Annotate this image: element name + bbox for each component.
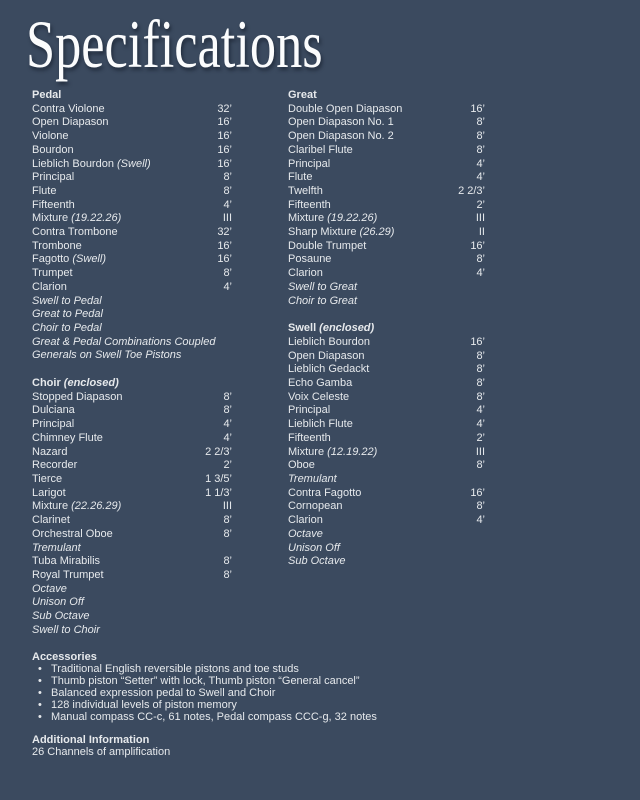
coupler-row	[32, 583, 232, 597]
stop-name: Clarion	[288, 267, 323, 280]
stop-row	[32, 500, 232, 514]
stop-pitch: 8’	[476, 143, 485, 156]
stop-name: Oboe	[288, 459, 315, 472]
stop-pitch: 4’	[476, 418, 485, 431]
stop-row	[32, 281, 232, 295]
stop-name: Contra Fagotto	[288, 486, 362, 499]
coupler-row	[288, 542, 485, 556]
stop-name: Nazard	[32, 445, 68, 458]
stop-pitch: 8’	[476, 349, 485, 362]
stop-row	[288, 185, 485, 199]
stop-name: Voix Celeste	[288, 390, 350, 403]
stop-row	[288, 404, 485, 418]
stop-row	[32, 514, 232, 528]
stop-row	[288, 391, 485, 405]
page-title: Specifications	[26, 6, 323, 82]
stop-name: Open Diapason No. 2	[288, 130, 394, 143]
stop-name: Echo Gamba	[288, 377, 353, 390]
stop-row	[288, 116, 485, 130]
stop-name: Bourdon	[32, 143, 74, 156]
stop-name: Fifteenth	[32, 198, 75, 211]
stop-name: Recorder	[32, 459, 78, 472]
stop-pitch: 4’	[476, 157, 485, 170]
division-swell	[288, 322, 485, 569]
stop-name: Great to Pedal	[32, 308, 103, 321]
coupler-row	[288, 295, 485, 309]
stop-row	[32, 116, 232, 130]
stop-row	[288, 130, 485, 144]
stop-pitch: 8’	[223, 555, 232, 568]
stop-pitch: III	[475, 212, 485, 225]
stop-pitch: 8’	[476, 459, 485, 472]
stop-row	[32, 253, 232, 267]
stop-pitch: 4’	[476, 404, 485, 417]
stop-name: Tremulant	[288, 472, 337, 485]
coupler-row	[32, 610, 232, 624]
stop-name: Lieblich Bourdon	[288, 335, 370, 348]
stop-row	[288, 459, 485, 473]
stop-row	[32, 130, 232, 144]
stop-pitch: 1 1/3’	[205, 486, 232, 499]
stop-row	[288, 500, 485, 514]
stop-pitch: III	[475, 445, 485, 458]
division-heading	[288, 89, 485, 103]
coupler-row	[32, 349, 232, 363]
stop-row	[32, 103, 232, 117]
stop-name: Unison Off	[32, 596, 84, 609]
stop-pitch: 16’	[470, 335, 485, 348]
stop-pitch: 8’	[223, 171, 232, 184]
stop-name: Cornopean	[288, 500, 343, 513]
stop-pitch: 8’	[223, 184, 232, 197]
stop-name: Double Trumpet	[288, 239, 367, 252]
stop-pitch: 16’	[470, 486, 485, 499]
stop-pitch: 4’	[223, 198, 232, 211]
stop-pitch: 8’	[476, 390, 485, 403]
stop-pitch: 1 3/5’	[205, 472, 232, 485]
accessory-item: • Balanced expression pedal to Swell and Choir	[32, 687, 607, 699]
stop-name: Tremulant	[32, 541, 81, 554]
stop-pitch: 2’	[223, 459, 232, 472]
stop-name: Principal	[32, 418, 75, 431]
stop-note: (26.29)	[356, 226, 395, 239]
stop-note: (12.19.22)	[324, 445, 378, 458]
stop-row	[288, 363, 485, 377]
stop-row	[288, 171, 485, 185]
division-name: Pedal	[32, 89, 62, 101]
stop-pitch: 32’	[217, 226, 232, 239]
stop-pitch: 16’	[470, 239, 485, 252]
stop-pitch: 16’	[217, 143, 232, 156]
stop-row	[32, 267, 232, 281]
coupler-row	[288, 528, 485, 542]
stop-name: Lieblich Gedackt	[288, 363, 370, 376]
stop-name: Fagotto (Swell)	[32, 253, 106, 266]
stop-pitch: 8’	[476, 130, 485, 143]
stop-name: Larigot	[32, 486, 66, 499]
stop-pitch: 4’	[476, 514, 485, 527]
coupler-row	[32, 542, 232, 556]
stop-pitch: 8’	[476, 377, 485, 390]
division-heading	[32, 377, 232, 391]
stop-pitch: 16’	[470, 102, 485, 115]
stop-row	[288, 103, 485, 117]
stop-row	[32, 212, 232, 226]
stop-name: Fifteenth	[288, 431, 331, 444]
coupler-row	[32, 295, 232, 309]
stop-name: Swell to Great	[288, 280, 358, 293]
stop-pitch: 8’	[223, 527, 232, 540]
stop-row	[32, 446, 232, 460]
division-heading-note: (enclosed)	[316, 322, 375, 335]
coupler-row	[32, 624, 232, 638]
stop-row	[32, 144, 232, 158]
stop-note: (19.22.26)	[68, 212, 122, 225]
coupler-row	[32, 322, 232, 336]
stop-pitch: 4’	[476, 171, 485, 184]
stop-note: (Swell)	[69, 253, 106, 266]
coupler-row	[32, 596, 232, 610]
stop-name: Orchestral Oboe	[32, 527, 113, 540]
stop-row	[288, 418, 485, 432]
stop-row	[32, 171, 232, 185]
stop-row	[32, 528, 232, 542]
division-name: Great	[288, 89, 317, 101]
division-heading	[32, 89, 232, 103]
stop-name: Fifteenth	[288, 198, 331, 211]
stop-pitch: 32’	[217, 102, 232, 115]
stop-pitch: 8’	[223, 514, 232, 527]
coupler-row	[288, 281, 485, 295]
stop-name: Twelfth	[288, 184, 323, 197]
stop-name: Mixture (12.19.22)	[288, 445, 378, 458]
stop-pitch: 16’	[217, 253, 232, 266]
stop-note: (Swell)	[113, 157, 151, 170]
stop-pitch: 4’	[223, 431, 232, 444]
stop-name: Octave	[288, 527, 323, 540]
stop-pitch: 16’	[217, 239, 232, 252]
stop-name: Open Diapason No. 1	[288, 116, 394, 129]
stop-name: Principal	[288, 404, 331, 417]
accessory-item: • Manual compass CC-c, 61 notes, Pedal compass CCC-g, 32 notes	[32, 711, 607, 723]
stop-name: Mixture (22.26.29)	[32, 500, 122, 513]
additional-information-heading: Additional Information	[32, 734, 150, 746]
stop-name: Swell to Pedal	[32, 294, 102, 307]
stop-pitch: 8’	[223, 267, 232, 280]
stop-name: Open Diapason	[32, 116, 109, 129]
division-heading	[288, 322, 485, 336]
stop-row	[288, 199, 485, 213]
stop-row	[288, 240, 485, 254]
stop-row	[288, 158, 485, 172]
stop-name: Swell to Choir	[32, 623, 100, 636]
coupler-row	[32, 336, 232, 350]
stop-row	[32, 158, 232, 172]
stop-pitch: II	[478, 226, 485, 239]
stop-pitch: 2 2/3’	[205, 445, 232, 458]
stop-name: Violone	[32, 130, 69, 143]
stop-pitch: 8’	[223, 568, 232, 581]
stop-name: Clarion	[32, 280, 67, 293]
stop-pitch: 8’	[476, 253, 485, 266]
stop-name: Posaune	[288, 253, 332, 266]
stop-name: Dulciana	[32, 404, 75, 417]
stop-pitch: 2’	[476, 198, 485, 211]
stop-row	[32, 459, 232, 473]
stop-name: Contra Violone	[32, 102, 105, 115]
stop-row	[288, 514, 485, 528]
stop-name: Stopped Diapason	[32, 390, 123, 403]
stop-row	[288, 446, 485, 460]
stop-row	[288, 226, 485, 240]
stop-pitch: III	[222, 212, 232, 225]
stop-row	[32, 240, 232, 254]
division-choir	[32, 377, 232, 637]
accessories-list	[32, 663, 607, 723]
division-name: Choir	[32, 377, 61, 390]
stop-name: Clarion	[288, 514, 323, 527]
stop-name: Tuba Mirabilis	[32, 555, 101, 568]
stop-pitch: 4’	[223, 280, 232, 293]
left-column	[32, 89, 232, 637]
stop-name: Open Diapason	[288, 349, 365, 362]
stop-name: Unison Off	[288, 541, 340, 554]
stop-row	[32, 569, 232, 583]
coupler-row	[32, 308, 232, 322]
info-line: 26 Channels of amplification	[32, 746, 171, 758]
stop-name: Choir to Pedal	[32, 321, 102, 334]
stop-name: Claribel Flute	[288, 143, 353, 156]
stop-pitch: 16’	[217, 130, 232, 143]
division-pedal	[32, 89, 232, 363]
stop-row	[32, 418, 232, 432]
stop-name: Generals on Swell Toe Pistons	[32, 349, 182, 362]
stop-row	[32, 226, 232, 240]
stop-name: Sub Octave	[288, 555, 346, 568]
stop-name: Royal Trumpet	[32, 568, 104, 581]
coupler-row	[288, 473, 485, 487]
accessories-section	[32, 651, 607, 723]
stop-pitch: 2’	[476, 431, 485, 444]
stop-row	[32, 199, 232, 213]
stop-pitch: 2 2/3’	[458, 184, 485, 197]
right-column	[288, 89, 485, 569]
stop-pitch: 8’	[223, 390, 232, 403]
stop-row	[288, 212, 485, 226]
accessory-item: • Traditional English reversible pistons and toe studs	[32, 663, 607, 675]
stop-row	[288, 432, 485, 446]
bottom-block	[32, 651, 607, 758]
stop-name: Choir to Great	[288, 294, 358, 307]
stop-row	[288, 487, 485, 501]
stop-row	[288, 144, 485, 158]
stop-row	[32, 185, 232, 199]
stop-row	[32, 391, 232, 405]
additional-information-lines	[32, 746, 607, 758]
stop-row	[288, 377, 485, 391]
accessories-heading: Accessories	[32, 651, 97, 663]
accessory-item: • Thumb piston “Setter” with lock, Thumb piston “General cancel”	[32, 675, 607, 687]
stop-name: Mixture (19.22.26)	[288, 212, 378, 225]
coupler-row	[288, 555, 485, 569]
stop-name: Mixture (19.22.26)	[32, 212, 122, 225]
accessory-item: • 128 individual levels of piston memory	[32, 699, 607, 711]
stop-name: Octave	[32, 582, 67, 595]
stop-name: Clarinet	[32, 514, 70, 527]
stop-name: Double Open Diapason	[288, 102, 403, 115]
stop-name: Contra Trombone	[32, 226, 118, 239]
stop-pitch: 4’	[223, 418, 232, 431]
stop-name: Principal	[32, 171, 75, 184]
stop-row	[288, 336, 485, 350]
stop-row	[32, 473, 232, 487]
division-great	[288, 89, 485, 308]
stop-name: Sharp Mixture (26.29)	[288, 226, 395, 239]
stop-name: Flute	[32, 184, 57, 197]
stop-note: (19.22.26)	[324, 212, 378, 225]
additional-information-section	[32, 734, 607, 758]
stop-pitch: 16’	[217, 116, 232, 129]
stop-name: Flute	[288, 171, 313, 184]
stop-name: Lieblich Flute	[288, 418, 353, 431]
stop-name: Trumpet	[32, 267, 73, 280]
stop-name: Lieblich Bourdon (Swell)	[32, 157, 151, 170]
stop-name: Great & Pedal Combinations Coupled	[32, 335, 216, 348]
stop-row	[32, 404, 232, 418]
stop-name: Trombone	[32, 239, 82, 252]
division-heading-note: (enclosed)	[60, 377, 119, 390]
stop-row	[288, 267, 485, 281]
stop-pitch: 8’	[223, 404, 232, 417]
stop-pitch: 8’	[476, 500, 485, 513]
stop-name: Sub Octave	[32, 610, 90, 623]
stop-row	[32, 555, 232, 569]
stop-name: Principal	[288, 157, 331, 170]
stop-name: Chimney Flute	[32, 431, 103, 444]
stop-row	[288, 253, 485, 267]
stop-pitch: III	[222, 500, 232, 513]
stop-row	[32, 487, 232, 501]
stop-row	[32, 432, 232, 446]
division-name: Swell	[288, 322, 317, 335]
stop-pitch: 8’	[476, 116, 485, 129]
stop-pitch: 4’	[476, 267, 485, 280]
stop-note: (22.26.29)	[68, 500, 122, 513]
stop-name: Tierce	[32, 472, 63, 485]
stop-pitch: 16’	[217, 157, 232, 170]
stop-pitch: 8’	[476, 363, 485, 376]
stop-row	[288, 350, 485, 364]
